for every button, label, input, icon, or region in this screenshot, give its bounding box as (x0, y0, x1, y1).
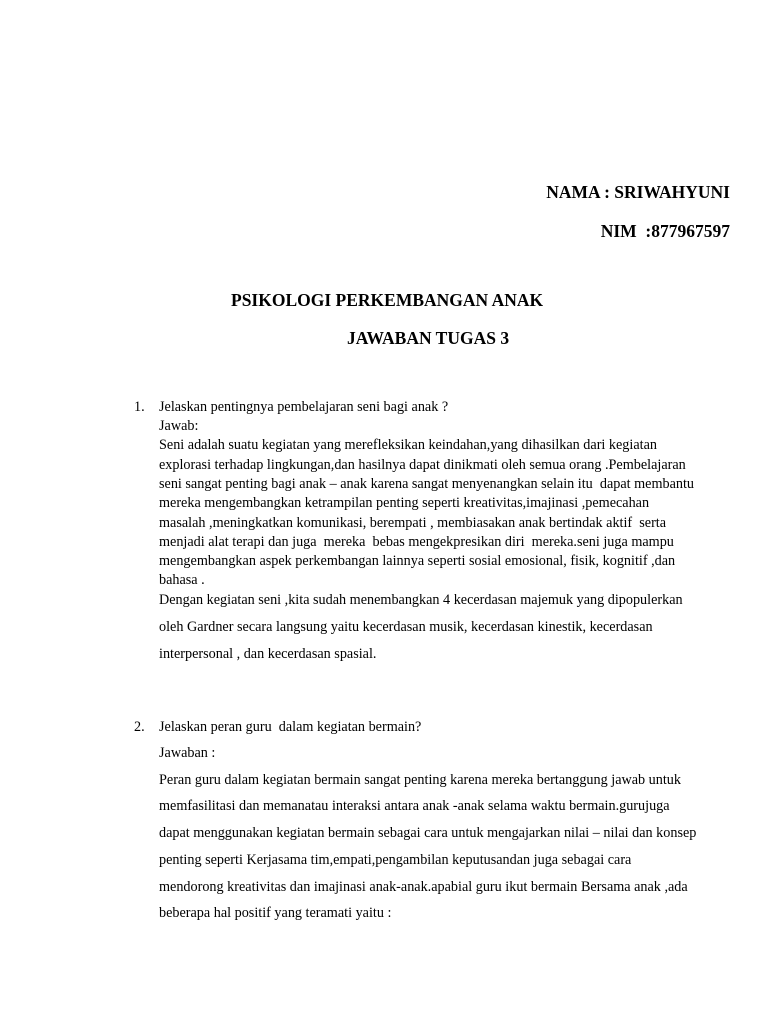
answer-1-line: Seni adalah suatu kegiatan yang merefleksikan keindahan,yang dihasilkan dari kegiatan (159, 437, 657, 453)
document-title: PSIKOLOGI PERKEMBANGAN ANAK (231, 290, 544, 310)
answer-1-line: interpersonal , dan kecerdasan spasial. (159, 646, 377, 662)
question-1-text: Jelaskan pentingnya pembelajaran seni bagi anak ? (159, 399, 449, 415)
answer-1-line: oleh Gardner secara langsung yaitu kecerdasan musik, kecerdasan kinestik, kecerdasan (159, 619, 653, 635)
answer-1-line: mengembangkan aspek perkembangan lainnya seperti sosial emosional, fisik, kognitif ,dan (159, 553, 676, 569)
question-1-number: 1. (134, 399, 145, 415)
answer-2-line: memfasilitasi dan memanatau interaksi antara anak -anak selama waktu bermain.gurujuga (159, 798, 670, 814)
student-nim: NIM :877967597 (600, 221, 730, 241)
document-subtitle: JAWABAN TUGAS 3 (347, 328, 510, 348)
question-2-text: Jelaskan peran guru dalam kegiatan bermain? (159, 719, 422, 735)
question-2-number: 2. (134, 719, 145, 735)
student-name: NAMA : SRIWAHYUNI (546, 182, 730, 202)
answer-2-line: beberapa hal positif yang teramati yaitu : (159, 905, 392, 921)
answer-2-line: dapat menggunakan kegiatan bermain sebagai cara untuk mengajarkan nilai – nilai dan konsep (159, 825, 697, 841)
answer-1-line: Jawab: (159, 418, 199, 434)
answer-1-line: masalah ,meningkatkan komunikasi, berempati , membiasakan anak bertindak aktif serta (159, 515, 667, 531)
answer-1-line: mereka mengembangkan ketrampilan penting seperti kreativitas,imajinasi ,pemecahan (159, 495, 650, 511)
answer-1-line: seni sangat penting bagi anak – anak karena sangat menyenangkan selain itu dapat membantu (159, 476, 695, 492)
answer-2-line: Jawaban : (159, 745, 216, 761)
answer-1-line: bahasa . (159, 572, 205, 588)
answer-2-line: Peran guru dalam kegiatan bermain sangat penting karena mereka bertanggung jawab untuk (159, 772, 681, 788)
answer-2-line: penting seperti Kerjasama tim,empati,pengambilan keputusandan juga sebagai cara (159, 852, 632, 868)
answer-2-line: mendorong kreativitas dan imajinasi anak-anak.apabial guru ikut bermain Bersama anak ,ada (159, 879, 688, 895)
answer-1-line: menjadi alat terapi dan juga mereka bebas mengekpresikan diri mereka.seni juga mampu (159, 534, 674, 550)
answer-1-line: Dengan kegiatan seni ,kita sudah menembangkan 4 kecerdasan majemuk yang dipopulerkan (159, 592, 683, 608)
answer-1-line: explorasi terhadap lingkungan,dan hasilnya dapat dinikmati oleh semua orang .Pembelajaran (159, 457, 686, 473)
